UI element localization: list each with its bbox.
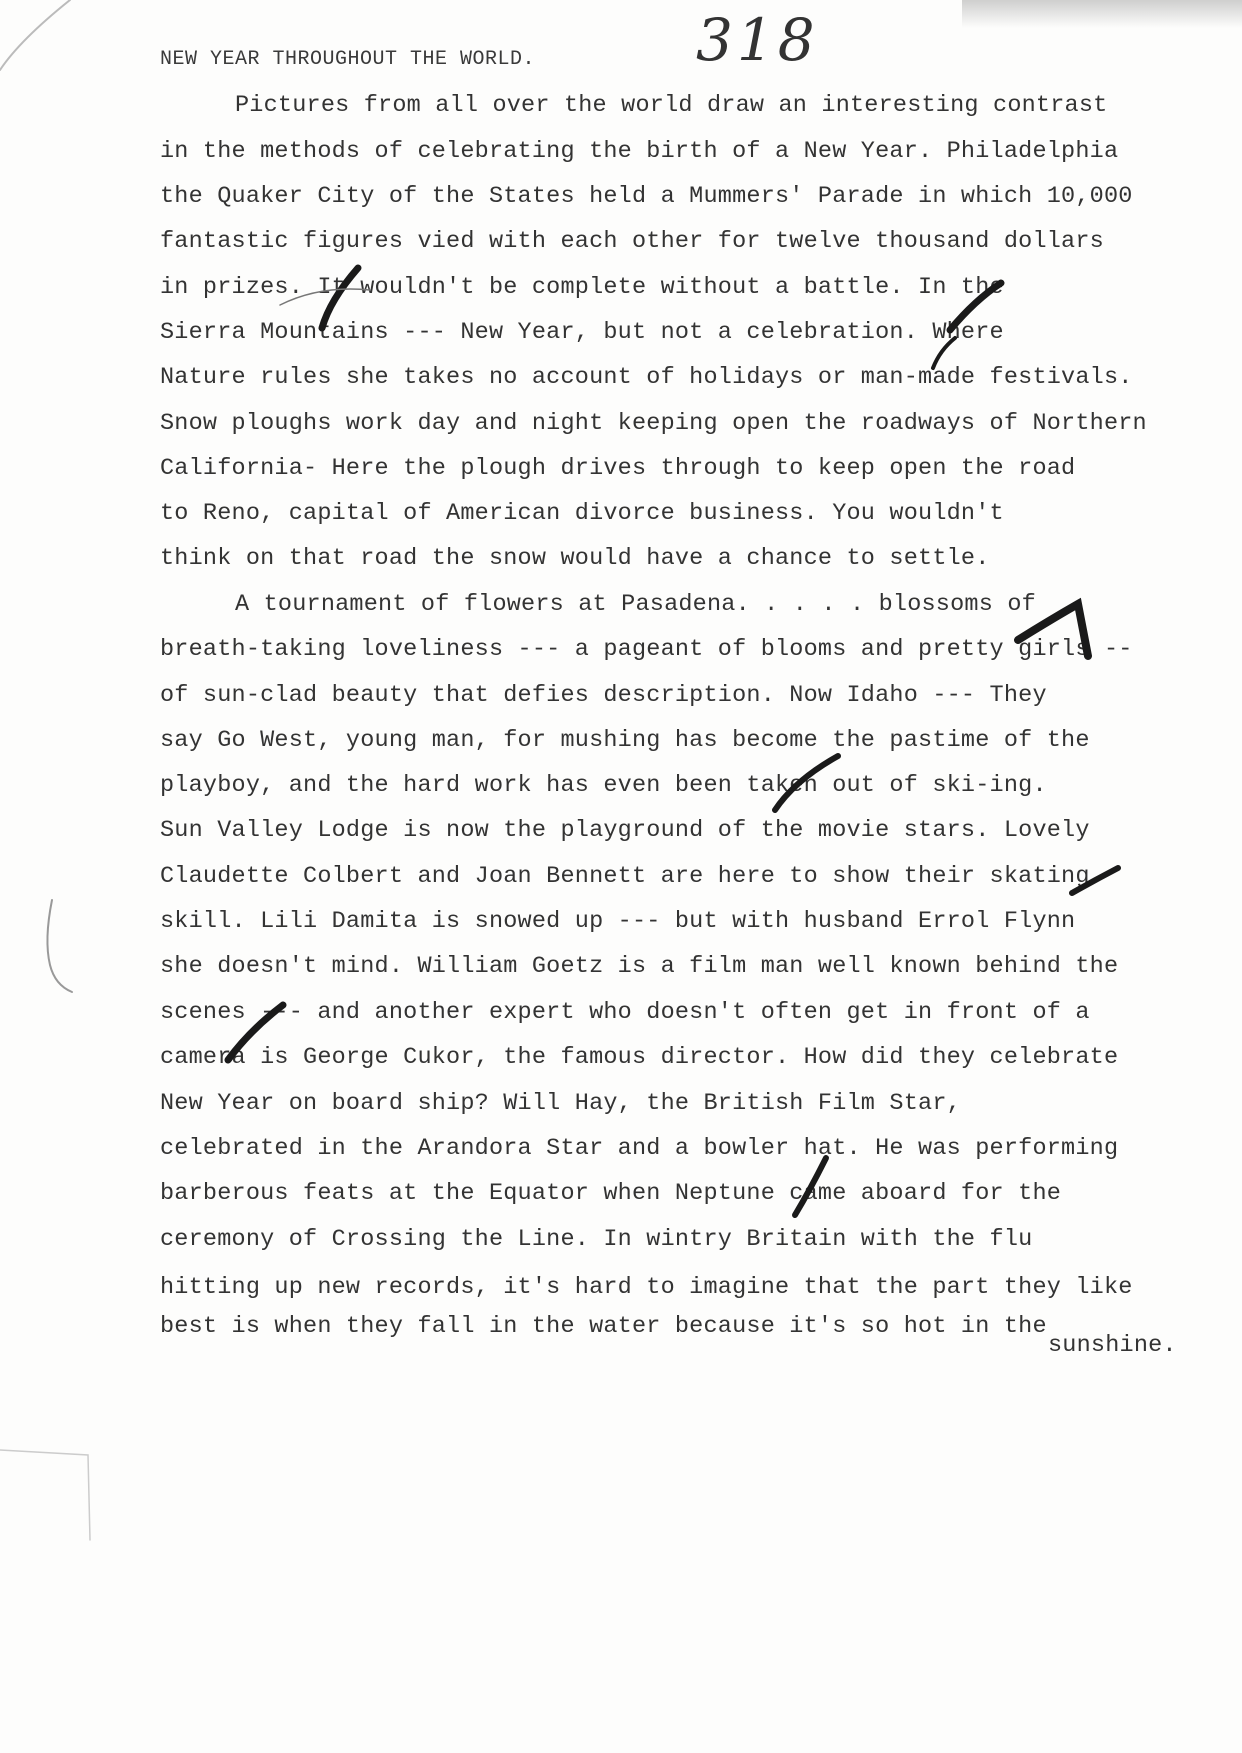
document-title: NEW YEAR THROUGHOUT THE WORLD. [160, 48, 536, 71]
handwritten-page-number: 318 [696, 6, 819, 74]
text-line-13: breath-taking loveliness --- a pageant of blooms and pretty girls -- [160, 636, 1133, 663]
text-line-28: best is when they fall in the water because it's so hot in the [160, 1313, 1047, 1340]
text-line-23: New Year on board ship? Will Hay, the British Film Star, [160, 1090, 961, 1117]
text-line-15: say Go West, young man, for mushing has become the pastime of the [160, 727, 1090, 754]
text-line-17: Sun Valley Lodge is now the playground of the movie stars. Lovely [160, 817, 1090, 844]
scan-edge-line [0, 1450, 90, 1540]
text-line-11: think on that road the snow would have a chance to settle. [160, 545, 990, 572]
text-line-5: in prizes. It wouldn't be complete without a battle. In the [160, 274, 1004, 301]
text-line-16: playboy, and the hard work has even been taken out of ski-ing. [160, 772, 1047, 799]
text-line-4: fantastic figures vied with each other for twelve thousand dollars [160, 228, 1104, 255]
text-line-27: hitting up new records, it's hard to imagine that the part they like [160, 1274, 1133, 1301]
text-line-3: the Quaker City of the States held a Mummers' Parade in which 10,000 [160, 183, 1133, 210]
text-line-25: barberous feats at the Equator when Neptune came aboard for the [160, 1180, 1062, 1207]
folded-corner-crease [0, 0, 70, 70]
text-line-8: Snow ploughs work day and night keeping open the roadways of Northern [160, 410, 1147, 437]
text-line-18: Claudette Colbert and Joan Bennett are here to show their skating [160, 863, 1090, 890]
text-line-14: of sun-clad beauty that defies description. Now Idaho --- They [160, 682, 1047, 709]
text-line-10: to Reno, capital of American divorce business. You wouldn't [160, 500, 1004, 527]
margin-bracket [47, 900, 72, 992]
text-line-last-word: sunshine. [1048, 1332, 1177, 1359]
text-line-19: skill. Lili Damita is snowed up --- but with husband Errol Flynn [160, 908, 1076, 935]
text-line-24: celebrated in the Arandora Star and a bowler hat. He was performing [160, 1135, 1119, 1162]
text-line-1: Pictures from all over the world draw an interesting contrast [235, 92, 1108, 119]
text-line-22: camera is George Cukor, the famous director. How did they celebrate [160, 1044, 1119, 1071]
text-line-26: ceremony of Crossing the Line. In wintry Britain with the flu [160, 1226, 1033, 1253]
text-line-12: A tournament of flowers at Pasadena. . . . . blossoms of [235, 591, 1036, 618]
text-line-2: in the methods of celebrating the birth of a New Year. Philadelphia [160, 138, 1119, 165]
text-line-9: California- Here the plough drives through to keep open the road [160, 455, 1076, 482]
text-line-21: scenes --- and another expert who doesn't often get in front of a [160, 999, 1090, 1026]
text-line-20: she doesn't mind. William Goetz is a film man well known behind the [160, 953, 1119, 980]
text-line-7: Nature rules she takes no account of holidays or man-made festivals. [160, 364, 1133, 391]
scan-edge-shadow [962, 0, 1242, 28]
text-line-6: Sierra Mountains --- New Year, but not a celebration. Where [160, 319, 1004, 346]
